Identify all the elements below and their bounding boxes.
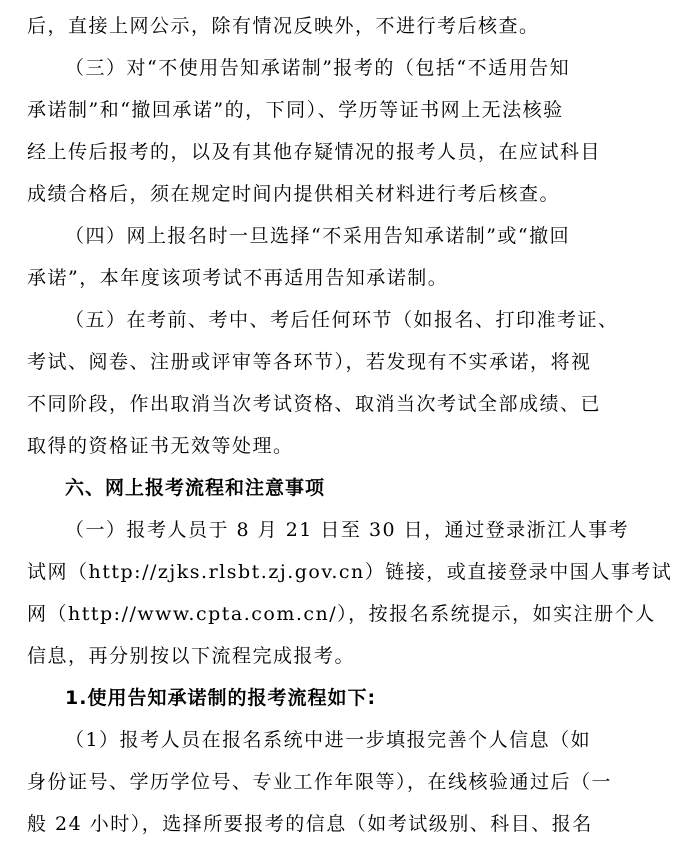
paragraph-line: 网（http://www.cpta.com.cn/），按报名系统提示，如实注册个人 bbox=[27, 603, 656, 625]
paragraph-line: 信息，再分别按以下流程完成报考。 bbox=[27, 645, 356, 667]
paragraph-line: （1）报考人员在报名系统中进一步填报完善个人信息（如 bbox=[65, 729, 592, 751]
paragraph-line: 试网（http://zjks.rlsbt.zj.gov.cn）链接，或直接登录中国人事考试 bbox=[27, 561, 673, 583]
paragraph-line: 经上传后报考的，以及有其他存疑情况的报考人员，在应试科目 bbox=[27, 141, 602, 163]
paragraph-line: 承诺”，本年度该项考试不再适用告知承诺制。 bbox=[27, 267, 449, 289]
paragraph-line: （五）在考前、考中、考后任何环节（如报名、打印准考证、 bbox=[65, 309, 619, 331]
paragraph-line: 取得的资格证书无效等处理。 bbox=[27, 435, 294, 457]
paragraph-line: 后，直接上网公示，除有情况反映外，不进行考后核查。 bbox=[27, 15, 540, 37]
paragraph-line: 般 24 小时），选择所要报考的信息（如考试级别、科目、报名 bbox=[27, 813, 593, 835]
paragraph-line: 承诺制”和“撤回承诺”的，下同）、学历等证书网上无法核验 bbox=[27, 99, 564, 121]
section-heading: 六、网上报考流程和注意事项 bbox=[65, 477, 326, 499]
paragraph-line: 不同阶段，作出取消当次考试资格、取消当次考试全部成绩、已 bbox=[27, 393, 602, 415]
paragraph-line: 成绩合格后，须在规定时间内提供相关材料进行考后核查。 bbox=[27, 183, 561, 205]
subsection-heading: 1.使用告知承诺制的报考流程如下: bbox=[65, 687, 377, 709]
paragraph-line: 身份证号、学历学位号、专业工作年限等），在线核验通过后（一 bbox=[27, 771, 613, 793]
paragraph-line: （一）报考人员于 8 月 21 日至 30 日，通过登录浙江人事考 bbox=[65, 519, 630, 541]
paragraph-line: 考试、阅卷、注册或评审等各环节），若发现有不实承诺，将视 bbox=[27, 351, 592, 373]
paragraph-line: （三）对“不使用告知承诺制”报考的（包括“不适用告知 bbox=[65, 57, 571, 79]
paragraph-line: （四）网上报名时一旦选择“不采用告知承诺制”或“撤回 bbox=[65, 225, 571, 247]
